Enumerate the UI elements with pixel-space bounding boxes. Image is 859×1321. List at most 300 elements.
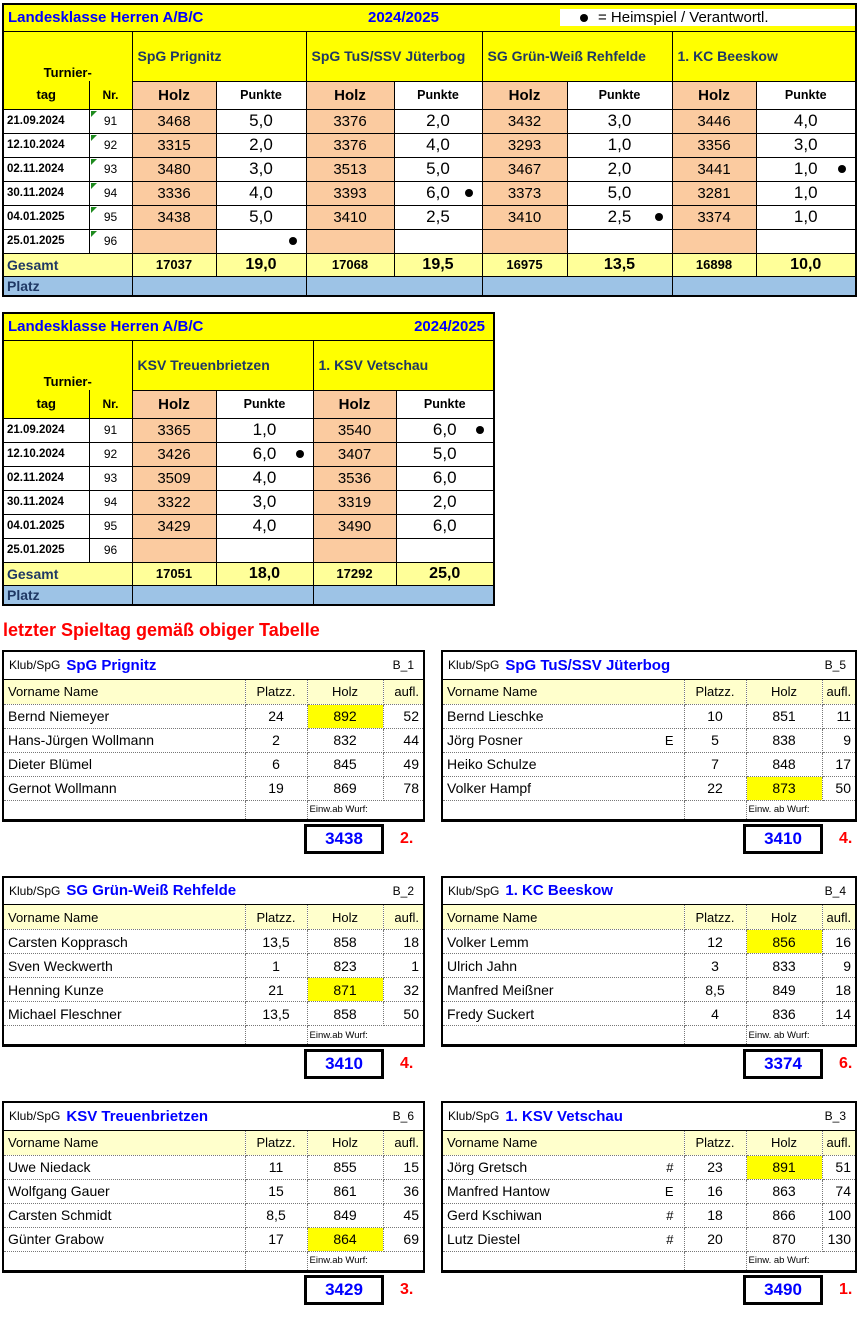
- cell-player-holz[interactable]: 866: [746, 1203, 822, 1227]
- cell-holz[interactable]: 3319: [313, 490, 396, 514]
- cell-nr[interactable]: 93: [89, 466, 132, 490]
- cell-gesamt-punkte[interactable]: 19,0: [216, 253, 306, 276]
- cell-punkte[interactable]: 2,0: [567, 157, 672, 181]
- cell-punkte[interactable]: 3,0: [216, 157, 306, 181]
- cell-platz[interactable]: [313, 585, 494, 605]
- cell-gesamt-holz[interactable]: 17292: [313, 562, 396, 585]
- cell-platzz[interactable]: 24: [245, 704, 307, 728]
- cell-empty[interactable]: [684, 1026, 746, 1046]
- league-title-cell[interactable]: [3, 4, 856, 31]
- player-name: Dieter Blümel: [8, 756, 93, 772]
- cell-holz[interactable]: [313, 538, 396, 562]
- cell-player-name[interactable]: [3, 1179, 245, 1203]
- cell-gesamt-punkte[interactable]: 10,0: [756, 253, 856, 276]
- cell-platz[interactable]: [482, 276, 672, 296]
- team-header[interactable]: SpG TuS/SSV Jüterbog: [306, 31, 482, 81]
- cell-holz[interactable]: 3393: [306, 181, 394, 205]
- cell-punkte[interactable]: 6,0: [396, 514, 494, 538]
- holz-header[interactable]: Holz: [746, 905, 822, 930]
- holz-header-cell[interactable]: Holz: [313, 390, 396, 418]
- tag-header-cell[interactable]: tag: [3, 390, 89, 418]
- holz-header[interactable]: Holz: [307, 1130, 383, 1155]
- team-header[interactable]: KSV Treuenbrietzen: [132, 340, 313, 390]
- cell-holz[interactable]: 3410: [482, 205, 567, 229]
- cell-punkte[interactable]: 1,0: [216, 418, 313, 442]
- cell-platzz[interactable]: 6: [245, 752, 307, 776]
- cell-punkte[interactable]: 6,0: [396, 418, 494, 442]
- cell-holz[interactable]: 3536: [313, 466, 396, 490]
- cell-date[interactable]: 12.10.2024: [3, 442, 89, 466]
- cell-aufl[interactable]: 9: [822, 954, 856, 978]
- cell-player-name[interactable]: [442, 1203, 684, 1227]
- cell-nr[interactable]: 94: [89, 181, 132, 205]
- player-name-header[interactable]: Vorname Name: [442, 1130, 684, 1155]
- aufl-header[interactable]: aufl.: [822, 905, 856, 930]
- cell-player-holz[interactable]: 891: [746, 1155, 822, 1179]
- cell-punkte[interactable]: 4,0: [216, 181, 306, 205]
- cell-player-holz[interactable]: 873: [746, 776, 822, 800]
- player-name-header[interactable]: Vorname Name: [3, 679, 245, 704]
- cell-holz[interactable]: 3281: [672, 181, 756, 205]
- cell-punkte[interactable]: 3,0: [567, 109, 672, 133]
- cell-holz[interactable]: [672, 229, 756, 253]
- club-title-cell[interactable]: [442, 1102, 856, 1130]
- cell-punkte[interactable]: 1,0: [756, 157, 856, 181]
- cell-holz[interactable]: 3293: [482, 133, 567, 157]
- cell-player-name[interactable]: [3, 776, 245, 800]
- cell-punkte[interactable]: [216, 229, 306, 253]
- punkte-header-cell[interactable]: Punkte: [394, 81, 482, 109]
- cell-aufl[interactable]: 18: [383, 930, 424, 954]
- player-name-header[interactable]: Vorname Name: [442, 905, 684, 930]
- punkte-header-cell[interactable]: Punkte: [216, 390, 313, 418]
- tag-header-cell[interactable]: tag: [3, 81, 89, 109]
- cell-date[interactable]: 02.11.2024: [3, 466, 89, 490]
- cell-platzz[interactable]: 8,5: [245, 1203, 307, 1227]
- cell-platzz[interactable]: 8,5: [684, 978, 746, 1002]
- cell-platzz[interactable]: 19: [245, 776, 307, 800]
- cell-aufl[interactable]: 18: [822, 978, 856, 1002]
- cell-punkte[interactable]: [567, 229, 672, 253]
- cell-punkte[interactable]: 5,0: [216, 205, 306, 229]
- cell-player-holz[interactable]: 858: [307, 930, 383, 954]
- cell-aufl[interactable]: 1: [383, 954, 424, 978]
- cell-player-holz[interactable]: 892: [307, 704, 383, 728]
- cell-empty[interactable]: [3, 800, 245, 820]
- player-name-wrap: [8, 1006, 241, 1022]
- cell-platz[interactable]: [132, 585, 313, 605]
- holz-header-cell[interactable]: Holz: [482, 81, 567, 109]
- cell-player-holz[interactable]: 849: [307, 1203, 383, 1227]
- team-header[interactable]: 1. KSV Vetschau: [313, 340, 494, 390]
- cell-aufl[interactable]: 130: [822, 1227, 856, 1251]
- cell-date[interactable]: 30.11.2024: [3, 181, 89, 205]
- cell-nr[interactable]: 94: [89, 490, 132, 514]
- club-code: B_5: [824, 658, 846, 673]
- cell-aufl[interactable]: 69: [383, 1227, 424, 1251]
- cell-holz[interactable]: 3429: [132, 514, 216, 538]
- cell-aufl[interactable]: 78: [383, 776, 424, 800]
- cell-empty[interactable]: [442, 1251, 684, 1271]
- cell-date[interactable]: 25.01.2025: [3, 538, 89, 562]
- cell-nr[interactable]: 96: [89, 538, 132, 562]
- club-title-cell[interactable]: [3, 877, 424, 905]
- cell-platzz[interactable]: 1: [245, 954, 307, 978]
- cell-punkte[interactable]: 3,0: [756, 133, 856, 157]
- cell-platzz[interactable]: 15: [245, 1179, 307, 1203]
- cell-player-holz[interactable]: 864: [307, 1227, 383, 1251]
- cell-platzz[interactable]: 20: [684, 1227, 746, 1251]
- cell-platzz[interactable]: 13,5: [245, 930, 307, 954]
- cell-player-holz[interactable]: 823: [307, 954, 383, 978]
- platzz-header[interactable]: Platzz.: [245, 1130, 307, 1155]
- aufl-header[interactable]: aufl.: [383, 1130, 424, 1155]
- club-title-cell[interactable]: [3, 651, 424, 679]
- cell-player-holz[interactable]: 861: [307, 1179, 383, 1203]
- cell-player-name[interactable]: [442, 752, 684, 776]
- cell-platz[interactable]: [306, 276, 482, 296]
- einwurf-label-cell[interactable]: Einw.ab Wurf:: [307, 1251, 424, 1271]
- cell-platzz[interactable]: 22: [684, 776, 746, 800]
- cell-gesamt-holz[interactable]: 17068: [306, 253, 394, 276]
- cell-empty[interactable]: [442, 800, 684, 820]
- cell-player-name[interactable]: [3, 1155, 245, 1179]
- cell-aufl[interactable]: 15: [383, 1155, 424, 1179]
- cell-player-holz[interactable]: 858: [307, 1002, 383, 1026]
- cell-player-holz[interactable]: 871: [307, 978, 383, 1002]
- cell-player-name[interactable]: [442, 728, 684, 752]
- cell-platzz[interactable]: 17: [245, 1227, 307, 1251]
- cell-punkte[interactable]: 5,0: [567, 181, 672, 205]
- cell-holz[interactable]: 3374: [672, 205, 756, 229]
- cell-player-name[interactable]: [442, 930, 684, 954]
- cell-platzz[interactable]: 10: [684, 704, 746, 728]
- cell-empty[interactable]: [245, 800, 307, 820]
- punkte-header-cell[interactable]: Punkte: [756, 81, 856, 109]
- platz-label-cell[interactable]: Platz: [3, 585, 132, 605]
- cell-player-name[interactable]: [3, 704, 245, 728]
- cell-player-holz[interactable]: 869: [307, 776, 383, 800]
- cell-punkte[interactable]: 3,0: [216, 490, 313, 514]
- club-table-B_1: [2, 650, 425, 854]
- cell-holz[interactable]: 3441: [672, 157, 756, 181]
- cell-holz[interactable]: [132, 538, 216, 562]
- einwurf-label-cell[interactable]: Einw.ab Wurf:: [307, 800, 424, 820]
- cell-punkte[interactable]: [756, 229, 856, 253]
- club-title-row: [442, 1102, 856, 1130]
- cell-gesamt-punkte[interactable]: 25,0: [396, 562, 494, 585]
- holz-header-cell[interactable]: Holz: [132, 390, 216, 418]
- cell-holz[interactable]: 3509: [132, 466, 216, 490]
- cell-holz[interactable]: 3438: [132, 205, 216, 229]
- gesamt-label-cell[interactable]: Gesamt: [3, 253, 132, 276]
- cell-player-name[interactable]: [442, 1002, 684, 1026]
- cell-nr[interactable]: 95: [89, 205, 132, 229]
- cell-holz[interactable]: 3322: [132, 490, 216, 514]
- cell-player-holz[interactable]: 836: [746, 1002, 822, 1026]
- cell-aufl[interactable]: 36: [383, 1179, 424, 1203]
- cell-player-holz[interactable]: 838: [746, 728, 822, 752]
- league-title-cell[interactable]: [3, 313, 494, 340]
- cell-punkte[interactable]: 4,0: [394, 133, 482, 157]
- cell-platzz[interactable]: 4: [684, 1002, 746, 1026]
- cell-player-holz[interactable]: 848: [746, 752, 822, 776]
- cell-player-holz[interactable]: 832: [307, 728, 383, 752]
- cell-platzz[interactable]: 23: [684, 1155, 746, 1179]
- holz-header[interactable]: Holz: [307, 905, 383, 930]
- cell-holz[interactable]: 3410: [306, 205, 394, 229]
- cell-player-holz[interactable]: 833: [746, 954, 822, 978]
- cell-punkte[interactable]: 4,0: [216, 466, 313, 490]
- club-title-cell[interactable]: [442, 877, 856, 905]
- cell-platzz[interactable]: 16: [684, 1179, 746, 1203]
- holz-header-cell[interactable]: Holz: [672, 81, 756, 109]
- team-header[interactable]: SG Grün-Weiß Rehfelde: [482, 31, 672, 81]
- cell-player-name[interactable]: [442, 776, 684, 800]
- cell-platzz[interactable]: 7: [684, 752, 746, 776]
- cell-punkte[interactable]: 1,0: [756, 205, 856, 229]
- team-header[interactable]: SpG Prignitz: [132, 31, 306, 81]
- holz-header[interactable]: Holz: [746, 679, 822, 704]
- cell-aufl[interactable]: 51: [822, 1155, 856, 1179]
- cell-date[interactable]: 21.09.2024: [3, 418, 89, 442]
- cell-platzz[interactable]: 11: [245, 1155, 307, 1179]
- punkte-header-cell[interactable]: Punkte: [567, 81, 672, 109]
- cell-holz[interactable]: 3376: [306, 109, 394, 133]
- cell-aufl[interactable]: 74: [822, 1179, 856, 1203]
- cell-aufl[interactable]: 45: [383, 1203, 424, 1227]
- cell-holz[interactable]: 3373: [482, 181, 567, 205]
- platzz-header[interactable]: Platzz.: [245, 905, 307, 930]
- aufl-header[interactable]: aufl.: [383, 679, 424, 704]
- cell-player-name[interactable]: [442, 1155, 684, 1179]
- club-total-box[interactable]: 3374: [743, 1049, 823, 1079]
- cell-player-name[interactable]: [442, 954, 684, 978]
- cell-punkte[interactable]: 5,0: [396, 442, 494, 466]
- cell-nr[interactable]: 96: [89, 229, 132, 253]
- cell-platzz[interactable]: 13,5: [245, 1002, 307, 1026]
- cell-holz[interactable]: 3540: [313, 418, 396, 442]
- cell-punkte[interactable]: 1,0: [567, 133, 672, 157]
- einwurf-label-cell[interactable]: Einw. ab Wurf:: [746, 800, 856, 820]
- cell-holz[interactable]: 3490: [313, 514, 396, 538]
- cell-player-holz[interactable]: 849: [746, 978, 822, 1002]
- cell-player-name[interactable]: [3, 1002, 245, 1026]
- cell-player-holz[interactable]: 856: [746, 930, 822, 954]
- cell-nr[interactable]: 95: [89, 514, 132, 538]
- cell-punkte[interactable]: 2,0: [394, 109, 482, 133]
- cell-punkte[interactable]: 4,0: [216, 514, 313, 538]
- cell-punkte[interactable]: 6,0: [396, 466, 494, 490]
- cell-platzz[interactable]: 3: [684, 954, 746, 978]
- holz-header[interactable]: Holz: [307, 679, 383, 704]
- cell-empty[interactable]: [684, 1251, 746, 1271]
- cell-date[interactable]: 25.01.2025: [3, 229, 89, 253]
- cell-holz[interactable]: 3336: [132, 181, 216, 205]
- nr-header-cell[interactable]: Nr.: [89, 81, 132, 109]
- cell-date[interactable]: 04.01.2025: [3, 514, 89, 538]
- cell-holz[interactable]: [132, 229, 216, 253]
- cell-platzz[interactable]: 5: [684, 728, 746, 752]
- cell-nr[interactable]: 93: [89, 157, 132, 181]
- cell-player-name[interactable]: [3, 1227, 245, 1251]
- cell-punkte[interactable]: 5,0: [216, 109, 306, 133]
- cell-player-name[interactable]: [3, 930, 245, 954]
- cell-holz[interactable]: 3432: [482, 109, 567, 133]
- cell-empty[interactable]: [245, 1251, 307, 1271]
- cell-holz[interactable]: 3315: [132, 133, 216, 157]
- cell-gesamt-punkte[interactable]: 19,5: [394, 253, 482, 276]
- platzz-header[interactable]: Platzz.: [684, 679, 746, 704]
- cell-holz[interactable]: 3376: [306, 133, 394, 157]
- player-name-header[interactable]: Vorname Name: [3, 905, 245, 930]
- cell-nr[interactable]: 91: [89, 418, 132, 442]
- punkte-header-cell[interactable]: Punkte: [216, 81, 306, 109]
- holz-header[interactable]: Holz: [746, 1130, 822, 1155]
- cell-nr[interactable]: 92: [89, 133, 132, 157]
- cell-holz[interactable]: [482, 229, 567, 253]
- platzz-header[interactable]: Platzz.: [684, 1130, 746, 1155]
- cell-gesamt-holz[interactable]: 16898: [672, 253, 756, 276]
- cell-platzz[interactable]: 12: [684, 930, 746, 954]
- cell-platz[interactable]: [132, 276, 306, 296]
- cell-holz[interactable]: 3426: [132, 442, 216, 466]
- cell-platzz[interactable]: 21: [245, 978, 307, 1002]
- cell-platz[interactable]: [672, 276, 856, 296]
- cell-empty[interactable]: [245, 1026, 307, 1046]
- cell-player-name[interactable]: [442, 704, 684, 728]
- club-title-cell[interactable]: [3, 1102, 424, 1130]
- cell-punkte[interactable]: [216, 538, 313, 562]
- cell-date[interactable]: 21.09.2024: [3, 109, 89, 133]
- cell-gesamt-punkte[interactable]: 18,0: [216, 562, 313, 585]
- aufl-header[interactable]: aufl.: [822, 679, 856, 704]
- turnier-header-cell[interactable]: Turnier-: [3, 31, 132, 81]
- cell-aufl[interactable]: 50: [822, 776, 856, 800]
- cell-holz[interactable]: 3356: [672, 133, 756, 157]
- team-header[interactable]: 1. KC Beeskow: [672, 31, 856, 81]
- club-total-box[interactable]: 3410: [304, 1049, 384, 1079]
- cell-player-name[interactable]: [3, 978, 245, 1002]
- platzz-header[interactable]: Platzz.: [684, 905, 746, 930]
- cell-platzz[interactable]: 18: [684, 1203, 746, 1227]
- cell-date[interactable]: 30.11.2024: [3, 490, 89, 514]
- cell-aufl[interactable]: 16: [822, 930, 856, 954]
- cell-aufl[interactable]: 49: [383, 752, 424, 776]
- cell-date[interactable]: 04.01.2025: [3, 205, 89, 229]
- cell-empty[interactable]: [3, 1251, 245, 1271]
- cell-holz[interactable]: 3480: [132, 157, 216, 181]
- platzz-header[interactable]: Platzz.: [245, 679, 307, 704]
- cell-player-name[interactable]: [3, 954, 245, 978]
- cell-holz[interactable]: 3513: [306, 157, 394, 181]
- cell-empty[interactable]: [442, 1026, 684, 1046]
- cell-punkte[interactable]: 4,0: [756, 109, 856, 133]
- cell-gesamt-holz[interactable]: 16975: [482, 253, 567, 276]
- cell-aufl[interactable]: 11: [822, 704, 856, 728]
- cell-player-name[interactable]: [3, 1203, 245, 1227]
- cell-aufl[interactable]: 50: [383, 1002, 424, 1026]
- nr-header-cell[interactable]: Nr.: [89, 390, 132, 418]
- holz-header-cell[interactable]: Holz: [132, 81, 216, 109]
- cell-nr[interactable]: 91: [89, 109, 132, 133]
- player-name-header[interactable]: Vorname Name: [3, 1130, 245, 1155]
- cell-holz[interactable]: 3365: [132, 418, 216, 442]
- einwurf-label-cell[interactable]: Einw. ab Wurf:: [746, 1251, 856, 1271]
- cell-platzz[interactable]: 2: [245, 728, 307, 752]
- cell-player-holz[interactable]: 851: [746, 704, 822, 728]
- cell-holz[interactable]: 3446: [672, 109, 756, 133]
- cell-player-holz[interactable]: 863: [746, 1179, 822, 1203]
- club-title-cell[interactable]: [442, 651, 856, 679]
- cell-punkte[interactable]: 2,0: [396, 490, 494, 514]
- club-total-box[interactable]: 3438: [304, 824, 384, 854]
- einwurf-label-cell[interactable]: Einw.ab Wurf:: [307, 1026, 424, 1046]
- cell-punkte[interactable]: 6,0: [216, 442, 313, 466]
- club-title-bar: [9, 657, 418, 674]
- platz-label-cell[interactable]: Platz: [3, 276, 132, 296]
- cell-holz[interactable]: [306, 229, 394, 253]
- cell-gesamt-punkte[interactable]: 13,5: [567, 253, 672, 276]
- cell-punkte[interactable]: 6,0: [394, 181, 482, 205]
- cell-player-name[interactable]: [3, 728, 245, 752]
- cell-holz[interactable]: 3468: [132, 109, 216, 133]
- turnier-header-cell[interactable]: Turnier-: [3, 340, 132, 390]
- cell-date[interactable]: 12.10.2024: [3, 133, 89, 157]
- cell-player-name[interactable]: [442, 1179, 684, 1203]
- cell-player-holz[interactable]: 855: [307, 1155, 383, 1179]
- punkte-header-cell[interactable]: Punkte: [396, 390, 494, 418]
- cell-player-holz[interactable]: 870: [746, 1227, 822, 1251]
- club-total-box[interactable]: 3490: [743, 1275, 823, 1305]
- cell-punkte[interactable]: [396, 538, 494, 562]
- cell-punkte[interactable]: 2,0: [216, 133, 306, 157]
- cell-holz[interactable]: 3467: [482, 157, 567, 181]
- player-name-header[interactable]: Vorname Name: [442, 679, 684, 704]
- cell-player-name[interactable]: [442, 978, 684, 1002]
- cell-aufl[interactable]: 32: [383, 978, 424, 1002]
- cell-punkte[interactable]: 2,5: [394, 205, 482, 229]
- cell-aufl[interactable]: 52: [383, 704, 424, 728]
- cell-player-name[interactable]: [442, 1227, 684, 1251]
- cell-player-name[interactable]: [3, 752, 245, 776]
- cell-gesamt-holz[interactable]: 17037: [132, 253, 216, 276]
- cell-punkte[interactable]: 5,0: [394, 157, 482, 181]
- cell-empty[interactable]: [3, 1026, 245, 1046]
- cell-punkte[interactable]: 1,0: [756, 181, 856, 205]
- cell-nr[interactable]: 92: [89, 442, 132, 466]
- gesamt-label-cell[interactable]: Gesamt: [3, 562, 132, 585]
- aufl-header[interactable]: aufl.: [822, 1130, 856, 1155]
- holz-header-cell[interactable]: Holz: [306, 81, 394, 109]
- cell-holz[interactable]: 3407: [313, 442, 396, 466]
- cell-aufl[interactable]: 44: [383, 728, 424, 752]
- club-total-box[interactable]: 3429: [304, 1275, 384, 1305]
- cell-punkte[interactable]: [394, 229, 482, 253]
- cell-aufl[interactable]: 17: [822, 752, 856, 776]
- cell-aufl[interactable]: 100: [822, 1203, 856, 1227]
- club-total-box[interactable]: 3410: [743, 824, 823, 854]
- aufl-header[interactable]: aufl.: [383, 905, 424, 930]
- cell-punkte[interactable]: 2,5: [567, 205, 672, 229]
- cell-date[interactable]: 02.11.2024: [3, 157, 89, 181]
- cell-empty[interactable]: [684, 800, 746, 820]
- cell-player-holz[interactable]: 845: [307, 752, 383, 776]
- einwurf-label-cell[interactable]: Einw. ab Wurf:: [746, 1026, 856, 1046]
- cell-aufl[interactable]: 9: [822, 728, 856, 752]
- cell-gesamt-holz[interactable]: 17051: [132, 562, 216, 585]
- cell-aufl[interactable]: 14: [822, 1002, 856, 1026]
